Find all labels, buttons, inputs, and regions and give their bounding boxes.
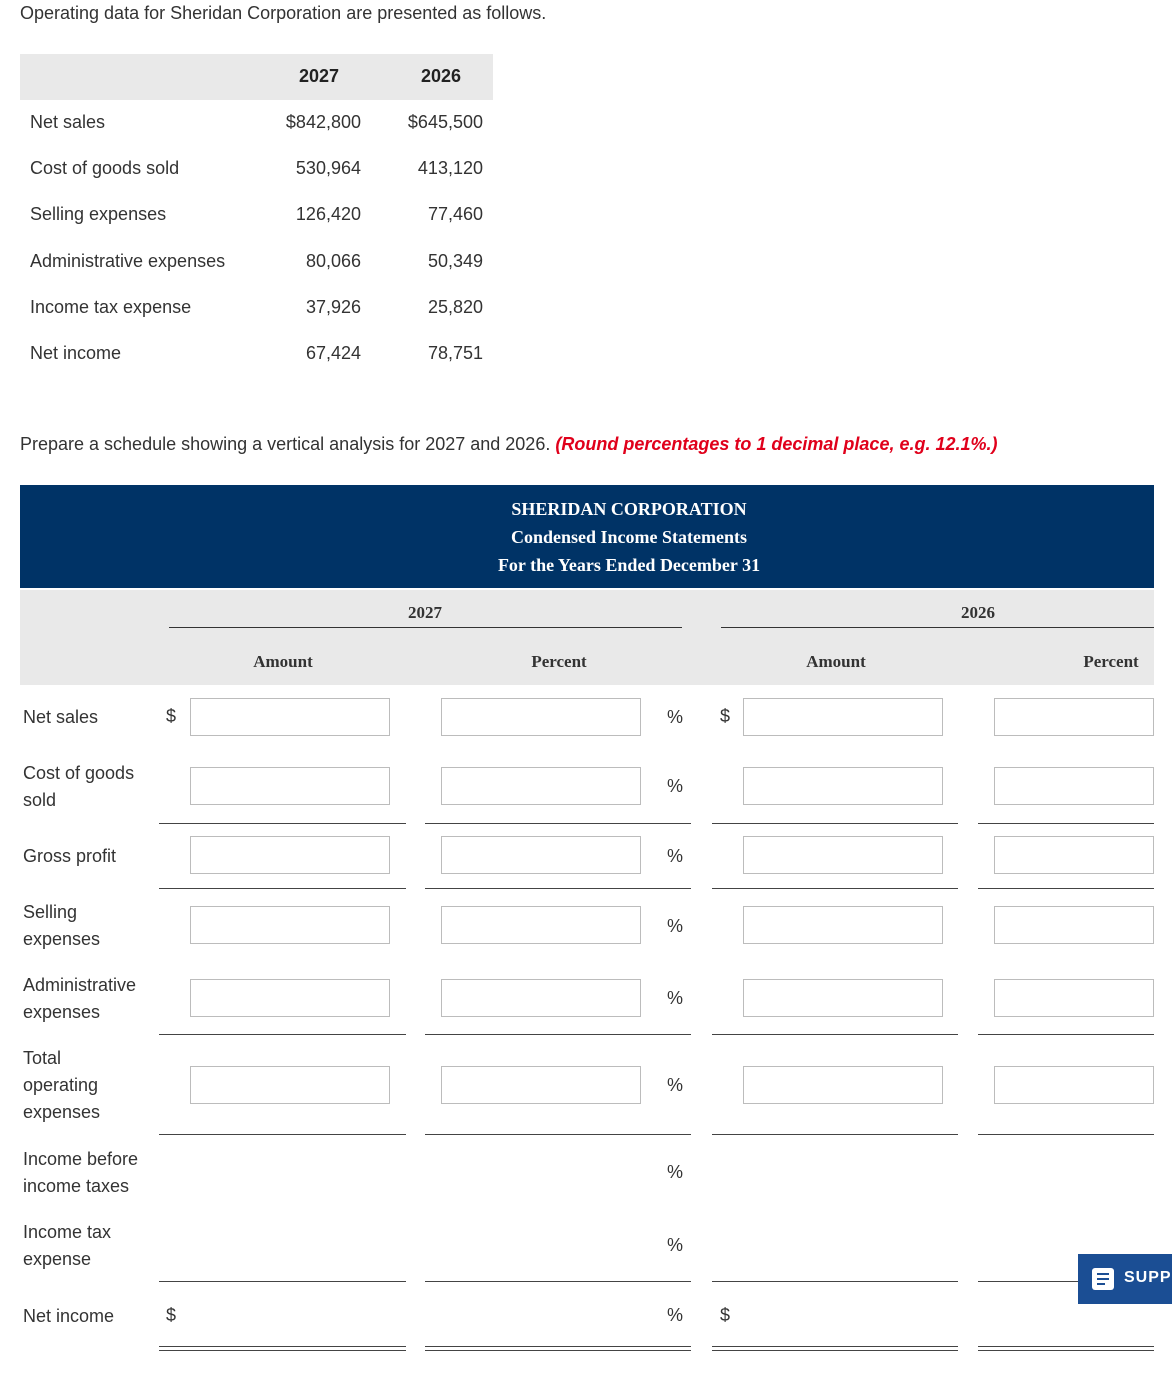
dollar-sign: $: [166, 1305, 177, 1325]
row-label-net-sales: Net sales: [23, 707, 99, 727]
od-value: 80,066: [305, 251, 361, 271]
dollar-sign: $: [166, 706, 177, 726]
od-value: 126,420: [295, 204, 361, 224]
support-button[interactable]: [1078, 1254, 1172, 1304]
od-value: $842,800: [285, 112, 361, 132]
cogs-percent-2027-input[interactable]: [441, 767, 641, 805]
underline: [712, 888, 958, 889]
od-value: 50,349: [427, 251, 483, 271]
double-underline: [425, 1350, 691, 1351]
percent-sign: %: [667, 1162, 684, 1182]
underline: [425, 1134, 691, 1135]
underline: [712, 1034, 958, 1035]
od-year-2026: 2026: [420, 66, 462, 86]
percent-sign: %: [667, 707, 684, 727]
row-label-income-before-tax: Income before income taxes: [23, 1149, 139, 1196]
underline: [712, 823, 958, 824]
underline: [425, 1281, 691, 1282]
od-value: 413,120: [417, 158, 483, 178]
support-icon: [1092, 1268, 1114, 1290]
year-2026-header: 2026: [961, 603, 995, 622]
underline: [159, 823, 406, 824]
row-label-net-income: Net income: [23, 1306, 115, 1326]
od-label-net-sales: Net sales: [30, 112, 106, 132]
underline: [978, 823, 1154, 824]
dollar-sign: $: [720, 706, 731, 726]
total-opex-amount-2027-input[interactable]: [190, 1066, 390, 1104]
gross-profit-amount-2026-input[interactable]: [743, 836, 943, 874]
od-value: 25,820: [427, 297, 483, 317]
admin-percent-2027-input[interactable]: [441, 979, 641, 1017]
underline: [425, 1034, 691, 1035]
od-label-net-income: Net income: [30, 343, 122, 363]
underline: [425, 888, 691, 889]
net-sales-amount-2026-input[interactable]: [743, 698, 943, 736]
selling-percent-2027-input[interactable]: [441, 906, 641, 944]
od-label-income-tax: Income tax expense: [30, 297, 192, 317]
header-rule: [721, 627, 1154, 628]
percent-sign: %: [667, 988, 684, 1008]
selling-amount-2027-input[interactable]: [190, 906, 390, 944]
net-sales-amount-2027-input[interactable]: [190, 698, 390, 736]
net-sales-percent-2027-input[interactable]: [441, 698, 641, 736]
admin-amount-2026-input[interactable]: [743, 979, 943, 1017]
percent-header-2026: Percent: [1083, 652, 1139, 671]
percent-sign: %: [667, 1305, 684, 1325]
row-label-selling: Selling expenses: [23, 902, 101, 949]
percent-sign: %: [667, 1075, 684, 1095]
percent-sign: %: [667, 846, 684, 866]
gross-profit-amount-2027-input[interactable]: [190, 836, 390, 874]
double-underline: [159, 1346, 406, 1347]
double-underline: [159, 1350, 406, 1351]
selling-amount-2026-input[interactable]: [743, 906, 943, 944]
instruction-text: Prepare a schedule showing a vertical analysis for 2027 and 2026.: [20, 434, 551, 454]
od-label-selling: Selling expenses: [30, 204, 167, 224]
net-sales-percent-2026-input[interactable]: [994, 698, 1154, 736]
underline: [978, 888, 1154, 889]
admin-percent-2026-input[interactable]: [994, 979, 1154, 1017]
od-value: 78,751: [427, 343, 483, 363]
od-value: 530,964: [295, 158, 361, 178]
row-label-gross-profit: Gross profit: [23, 846, 117, 866]
row-label-total-operating: Total operating expenses: [23, 1048, 101, 1122]
statement-title: Condensed Income Statements: [511, 527, 747, 547]
amount-header-2027: Amount: [253, 652, 313, 671]
support-label: SUPP: [1124, 1269, 1172, 1286]
cogs-percent-2026-input[interactable]: [994, 767, 1154, 805]
od-value: $645,500: [407, 112, 483, 132]
intro-text: Operating data for Sheridan Corporation are presented as follows.: [20, 3, 547, 23]
double-underline: [425, 1346, 691, 1347]
year-2027-header: 2027: [408, 603, 442, 622]
underline: [712, 1281, 958, 1282]
underline: [425, 823, 691, 824]
double-underline: [978, 1350, 1154, 1351]
cogs-amount-2027-input[interactable]: [190, 767, 390, 805]
double-underline: [712, 1346, 958, 1347]
underline: [978, 1134, 1154, 1135]
underline: [978, 1034, 1154, 1035]
underline: [712, 1134, 958, 1135]
underline: [159, 1034, 406, 1035]
gross-profit-percent-2026-input[interactable]: [994, 836, 1154, 874]
row-label-income-tax: Income tax expense: [23, 1222, 112, 1269]
instruction: [20, 434, 998, 455]
double-underline: [978, 1346, 1154, 1347]
od-value: 67,424: [305, 343, 361, 363]
dollar-sign: $: [720, 1305, 731, 1325]
underline: [159, 888, 406, 889]
header-rule: [169, 627, 682, 628]
od-year-2027: 2027: [298, 66, 340, 86]
percent-header-2027: Percent: [531, 652, 587, 671]
od-value: 77,460: [427, 204, 483, 224]
statement-period: For the Years Ended December 31: [497, 555, 761, 575]
row-label-cogs: Cost of goods sold: [23, 763, 135, 810]
total-opex-percent-2026-input[interactable]: [994, 1066, 1154, 1104]
total-opex-percent-2027-input[interactable]: [441, 1066, 641, 1104]
selling-percent-2026-input[interactable]: [994, 906, 1154, 944]
instruction-note: (Round percentages to 1 decimal place, e.g. 12.1%.): [555, 434, 998, 454]
percent-sign: %: [667, 1235, 684, 1255]
amount-header-2026: Amount: [806, 652, 866, 671]
admin-amount-2027-input[interactable]: [190, 979, 390, 1017]
underline: [159, 1134, 406, 1135]
gross-profit-percent-2027-input[interactable]: [441, 836, 641, 874]
company-name: SHERIDAN CORPORATION: [511, 499, 747, 519]
double-underline: [712, 1350, 958, 1351]
od-label-admin: Administrative expenses: [30, 251, 226, 271]
total-opex-amount-2026-input[interactable]: [743, 1066, 943, 1104]
percent-sign: %: [667, 916, 684, 936]
od-value: 37,926: [305, 297, 361, 317]
od-label-cogs: Cost of goods sold: [30, 158, 180, 178]
underline: [159, 1281, 406, 1282]
cogs-amount-2026-input[interactable]: [743, 767, 943, 805]
percent-sign: %: [667, 776, 684, 796]
row-label-admin: Administrative expenses: [23, 975, 137, 1022]
